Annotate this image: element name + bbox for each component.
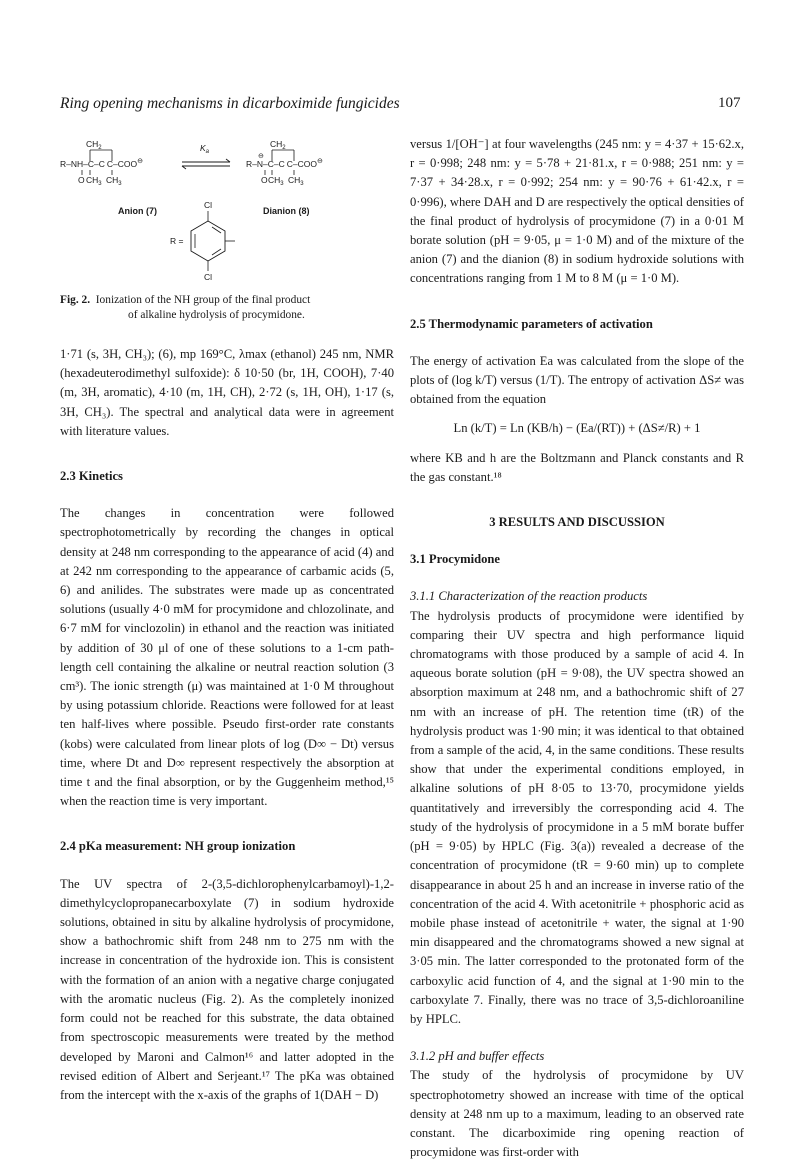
page-number: 107 xyxy=(718,95,741,111)
paragraph-pka: The UV spectra of 2-(3,5-dichlorophenylcarbamoyl)-1,2-dimethylcyclopropanecarboxylate (7) in sodium hydroxide solutions, obtained in situ by alkaline hydrolysis of procymidone, show a bathochromic shift from 248 nm to 275 nm with the increase in concentration of the hydroxide ion. This is consistent with the formation of an anion with a negative charge conjugated with the aromatic nucleus (Fig. 2). As the completely inonized form could not be reached for this substrate, the data obtained from spectroscopic measurements were treated by the method developed by Maroni and Calmon¹⁶ and latter adopted in the revised edition of Albert and Serjeant.¹⁷ The pKa was obtained from the intercept with the x-axis of the graphs of 1(DAH − D) xyxy=(60,876,394,1102)
heading-pka: 2.4 pKa measurement: NH group ionization xyxy=(60,839,296,854)
ring-cl-top: Cl xyxy=(204,200,213,210)
anion-ch2: $CH_2$ xyxy=(86,139,102,151)
running-title: Ring opening mechanisms in dicarboximide fungicides xyxy=(60,95,400,112)
dianion-oxygen: O xyxy=(261,175,268,185)
right-column xyxy=(410,135,744,1162)
dianion-ch3-b: $CH_3$ xyxy=(288,175,304,187)
figure-2 xyxy=(60,135,394,293)
ka-label: $K_a$ xyxy=(200,143,210,155)
label-anion: Anion (7) xyxy=(118,206,157,216)
anion-formula: R–NH–C–C C–COO⊖ xyxy=(60,158,143,169)
benzene-ring-icon xyxy=(191,221,225,261)
heading-thermodynamic: 2.5 Thermodynamic parameters of activation xyxy=(410,316,653,331)
heading-ph-buffer: 3.1.2 pH and buffer effects xyxy=(410,1049,545,1064)
anion-oxygen: O xyxy=(78,175,85,185)
dianion-formula: R–N–C–C C–COO⊖ xyxy=(246,158,323,169)
paragraph-ph-buffer: The study of the hydrolysis of procymidone by UV spectrophotometry showed an increase with time of the optical density at 248 nm up to a maximum, leading to an observed rate constant. The dicarboximide ring opening reaction of procymidone was first-order with xyxy=(410,1068,744,1160)
caption-label: Fig. 2. xyxy=(60,294,91,306)
caption-text: Ionization of the NH group of the final product xyxy=(95,294,311,306)
paragraph-kinetics: The changes in concentration were followed spectrophotometrically by recording the changes in optical density at 248 nm corresponding to the appearance of acid (4) and at 242 nm corresponding to the appearance of carbamic acids (5, 6) and anilides. The substrates were made up as concentrated solutions (usually 4·0 mM for procymidone and chlozolinate, and 6·7 mM for vinclozolin) in ethanol and the reaction was initiated by addition of 30 μl of one of these solutions to a 1-cm path-length cell containing the alkaline or neutral reaction solution (3 cm³). The ionic strength (μ) was maintained at 1·0 M throughout by using potassium chloride. Reactions were followed for at least ten half-lives where possible. Pseudo first-order rate constants (kobs) were calculated from linear plots of log (D∞ − Dt) versus time, where Dt and D∞ represent respectively the absorption at time t and the final absorption, or by the Guggenheim method,¹⁵ when the reaction time is very important. xyxy=(60,506,394,809)
ring-cl-bottom: Cl xyxy=(204,272,213,282)
anion-ch3-a: $CH_3$ xyxy=(86,175,102,187)
heading-kinetics: 2.3 Kinetics xyxy=(60,469,123,484)
anion-ch3-b: $CH_3$ xyxy=(106,175,122,187)
figure-caption xyxy=(60,293,394,323)
paragraph-spectral-data: 1·71 (s, 3H, CH₃); (6), mp 169°C, λmax (ethanol) 245 nm, NMR (hexadeuterodimethyl sulfoxide): δ 10·50 (br, 1H, COOH), 7·40 (m, 3H, aromatic), 4·10 (m, 1H, CH), 2·72 (s, 1H, OH), 1·17 (s, 3H, CH₃). The spectral and analytical data were in agreement with literature values. xyxy=(60,347,394,438)
heading-results: 3 RESULTS AND DISCUSSION xyxy=(489,515,665,530)
paragraph-thermodynamic: The energy of activation Ea was calculated from the slope of the plots of (log k/T) versus (1/T). The entropy of activation ΔS≠ was obtained from the equation xyxy=(410,353,744,407)
ionization-scheme xyxy=(60,135,394,293)
r-equals: R = xyxy=(170,236,184,246)
left-column xyxy=(60,135,394,1105)
heading-procymidone: 3.1 Procymidone xyxy=(410,552,501,567)
activation-equation: Ln (k/T) = Ln (KB/h) − (Ea/(RT)) + (ΔS≠/R) + 1 xyxy=(453,421,701,436)
label-dianion: Dianion (8) xyxy=(263,206,310,216)
caption-continuation: of alkaline hydrolysis of procymidone. xyxy=(128,309,305,321)
paragraph-constants: where KB and h are the Boltzmann and Planck constants and R the gas constant.¹⁸ xyxy=(410,450,744,484)
paragraph-characterization: The hydrolysis products of procymidone were identified by comparing their UV spectra and high performance liquid chromatograms with those produced by a sample of acid 4. In aqueous borate solution (pH = 9·08), the UV spectra showed an absorption maximum at 248 nm, and a bathochromic shift of 27 nm with an increase of pH. The retention time (tR) of the hydrolysis product was 1·90 min; it was identical to that obtained from a sample of the acid, 4, in the same conditions. These results show that under the experimental conditions employed, in alkaline solutions of pH 8·05 to 13·70, procymidone yields quantitatively and irreversibly the corresponding acid 4. The study of the hydrolysis of procymidone in a 5 mM borate buffer (pH = 9·05) by HPLC (Fig. 3(a)) revealed a decrease of the concentration of procymidone (tR = 9·60 min) up to complete disappearance in about 25 h and an increase in inverse ratio of the concentration of the acid 4. With acetonitrile + phosphoric acid as mobile phase instead of acetonitrile + water, the signal at 1·90 min disappeared and the chromatograms showed a new signal at 3·05 min. The latter corresponded to the protonated form of the carboxylic acid function of 4, and the signal at 1·90 min to the carboxylate 7. Finally, there was no trace of 3,5-dichloroaniline by HPLC. xyxy=(410,608,744,1026)
dianion-ch2: $CH_2$ xyxy=(270,139,286,151)
dianion-n-charge: ⊖ xyxy=(258,153,264,160)
dianion-ch3-a: $CH_3$ xyxy=(268,175,284,187)
paragraph-pka-continued: versus 1/[OH⁻] at four wavelengths (245 nm: y = 4·37 + 15·62.x, r = 0·998; 248 nm: y = 5·78 + 21·81.x, r = 0·988; 251 nm: y = 7·37 + 34·28.x, r = 0·992; 254 nm: y = 90·76 + 61·42.x, r = 0·996), where DAH and D are respectively the optical densities of the final product of hydrolysis of procymidone (7) in a 0·01 M borate solution (pH = 9·05, μ = 1·0 M) and of the mixture of the anion (7) and the dianion (8) in sodium hydroxide solutions with concentrations ranging from 1 M to 8 M (μ = 1·0 M). xyxy=(410,137,744,286)
heading-characterization: 3.1.1 Characterization of the reaction products xyxy=(410,589,648,604)
